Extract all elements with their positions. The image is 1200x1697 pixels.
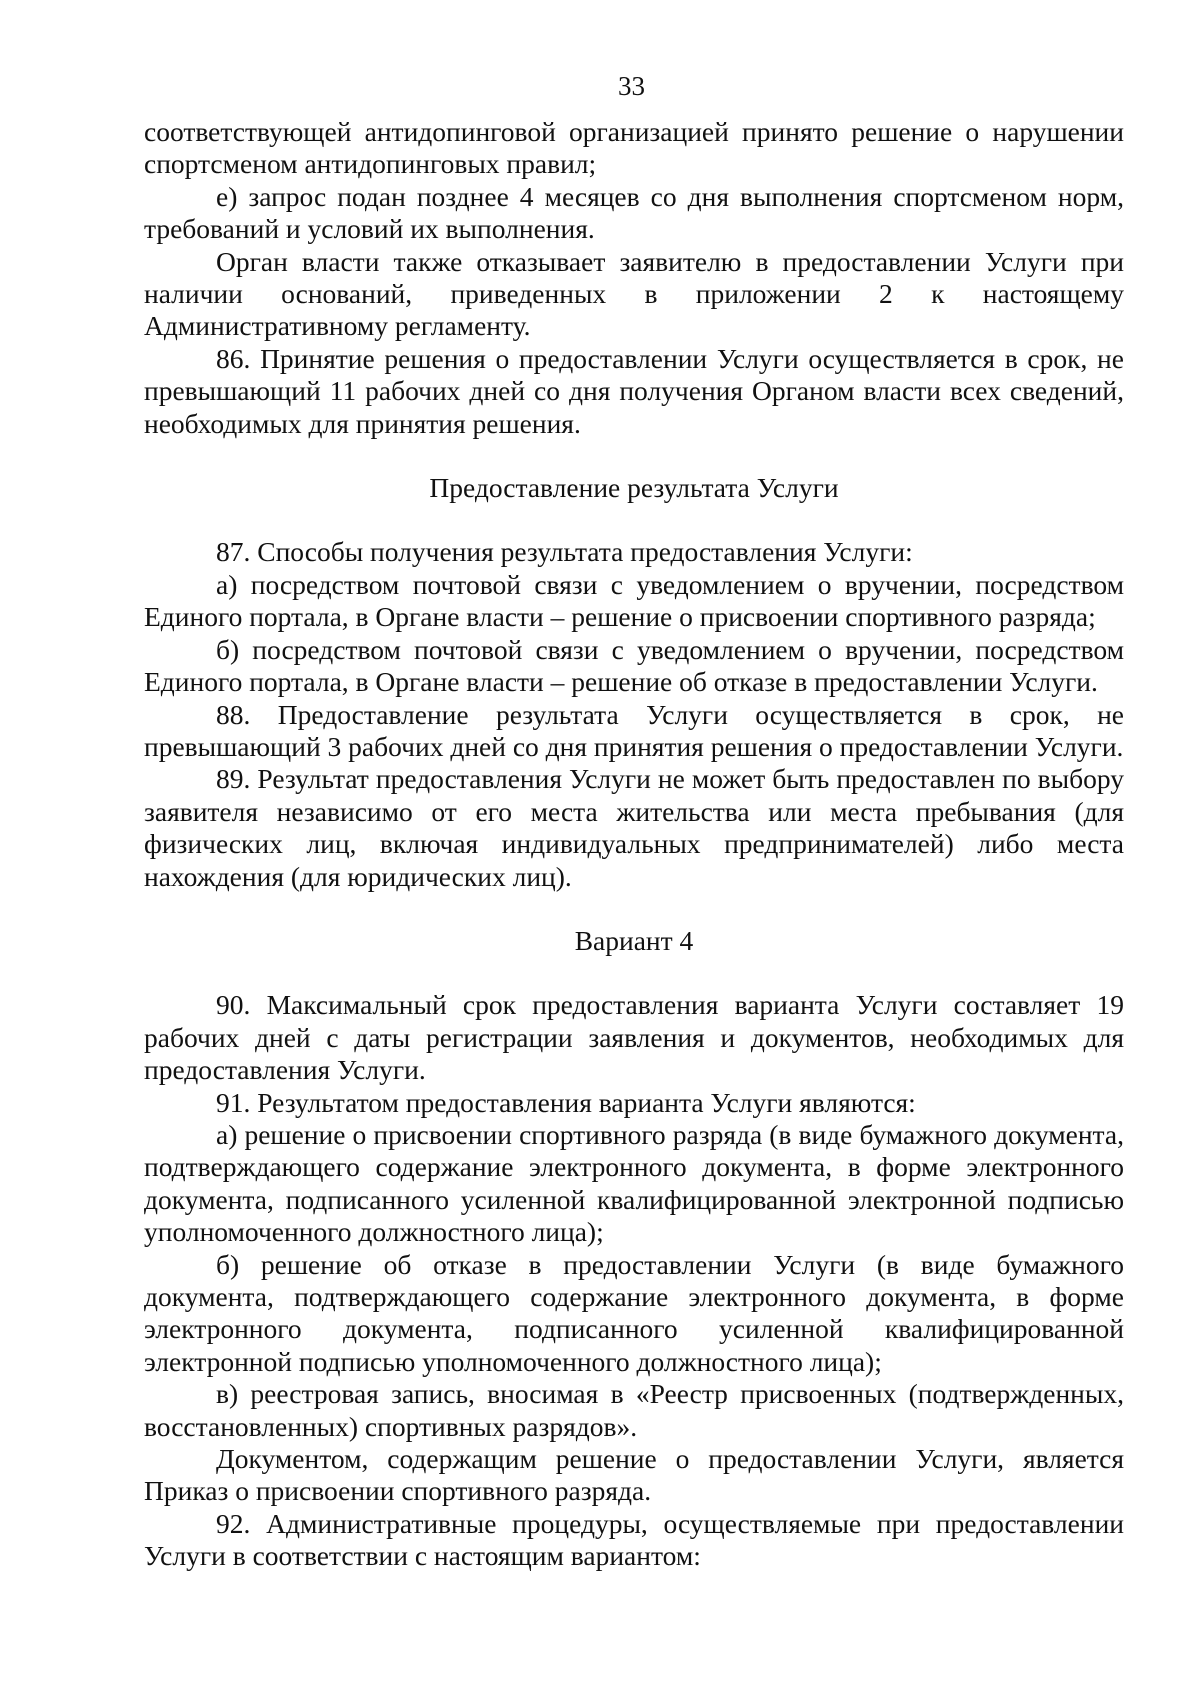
paragraph-87-b: б) посредством почтовой связи с уведомлением о вручении, посредством Единого портала, в Органе власти – решение об отказе в предоставлении Услуги. [144, 633, 1124, 698]
page-number: 33 [618, 71, 645, 101]
paragraph-86: 86. Принятие решения о предоставлении Услуги осуществляется в срок, не превышающий 11 рабочих дней со дня получения Органом власти всех сведений, необходимых для принятия решения. [144, 342, 1124, 439]
spacer [144, 957, 1124, 989]
paragraph-88: 88. Предоставление результата Услуги осуществляется в срок, не превышающий 3 рабочих дней со дня принятия решения о предоставлении Услуги. [144, 698, 1124, 762]
paragraph-90: 90. Максимальный срок предоставления варианта Услуги составляет 19 рабочих дней с даты регистрации заявления и документов, необходимых для предоставления Услуги. [144, 989, 1124, 1086]
paragraph-92: 92. Административные процедуры, осуществляемые при предоставлении Услуги в соответствии с настоящим вариантом: [144, 1507, 1124, 1572]
paragraph-89: 89. Результат предоставления Услуги не может быть предоставлен по выбору заявителя независимо от его места жительства или места пребывания (для физических лиц, включая индивидуальных предпринимателей) либо места нахождения (для юридических лиц). [144, 763, 1124, 892]
paragraph-91-b: б) решение об отказе в предоставлении Услуги (в виде бумажного документа, подтверждающего содержание электронного документа, в форме электронного документа, подписанного усиленной квалифицированной электронной подписью уполномоченного должностного лица); [144, 1248, 1124, 1377]
paragraph-87-a: а) посредством почтовой связи с уведомлением о вручении, посредством Единого портала, в Органе власти – решение о присвоении спортивного разряда; [144, 568, 1124, 633]
paragraph-91-a: а) решение о присвоении спортивного разряда (в виде бумажного документа, подтверждающего содержание электронного документа, в форме электронного документа, подписанного усиленной квалифицированной электронной подписью уполномоченного должностного лица); [144, 1118, 1124, 1248]
paragraph-91-v: в) реестровая запись, вносимая в «Реестр присвоенных (подтвержденных, восстановленных) спортивных разрядов». [144, 1378, 1124, 1442]
paragraph-order-document: Документом, содержащим решение о предоставлении Услуги, является Приказ о присвоении спортивного разряда. [144, 1443, 1124, 1507]
paragraph-continuation: соответствующей антидопинговой организацией принято решение о нарушении спортсменом антидопинговых правил; [144, 116, 1124, 180]
section-heading-variant: Вариант 4 [574, 924, 694, 956]
paragraph-item-e: е) запрос подан позднее 4 месяцев со дня выполнения спортсменом норм, требований и условий их выполнения. [144, 180, 1124, 245]
spacer [144, 504, 1124, 536]
paragraph-refusal-grounds: Орган власти также отказывает заявителю в предоставлении Услуги при наличии оснований, приведенных в приложении 2 к настоящему Административному регламенту. [144, 245, 1124, 342]
paragraph-91: 91. Результатом предоставления варианта Услуги являются: [216, 1086, 916, 1118]
spacer [144, 440, 1124, 472]
paragraph-87: 87. Способы получения результата предоставления Услуги: [216, 536, 913, 568]
spacer [144, 893, 1124, 925]
section-heading-result: Предоставление результата Услуги [429, 472, 839, 504]
document-body [144, 116, 1124, 1573]
